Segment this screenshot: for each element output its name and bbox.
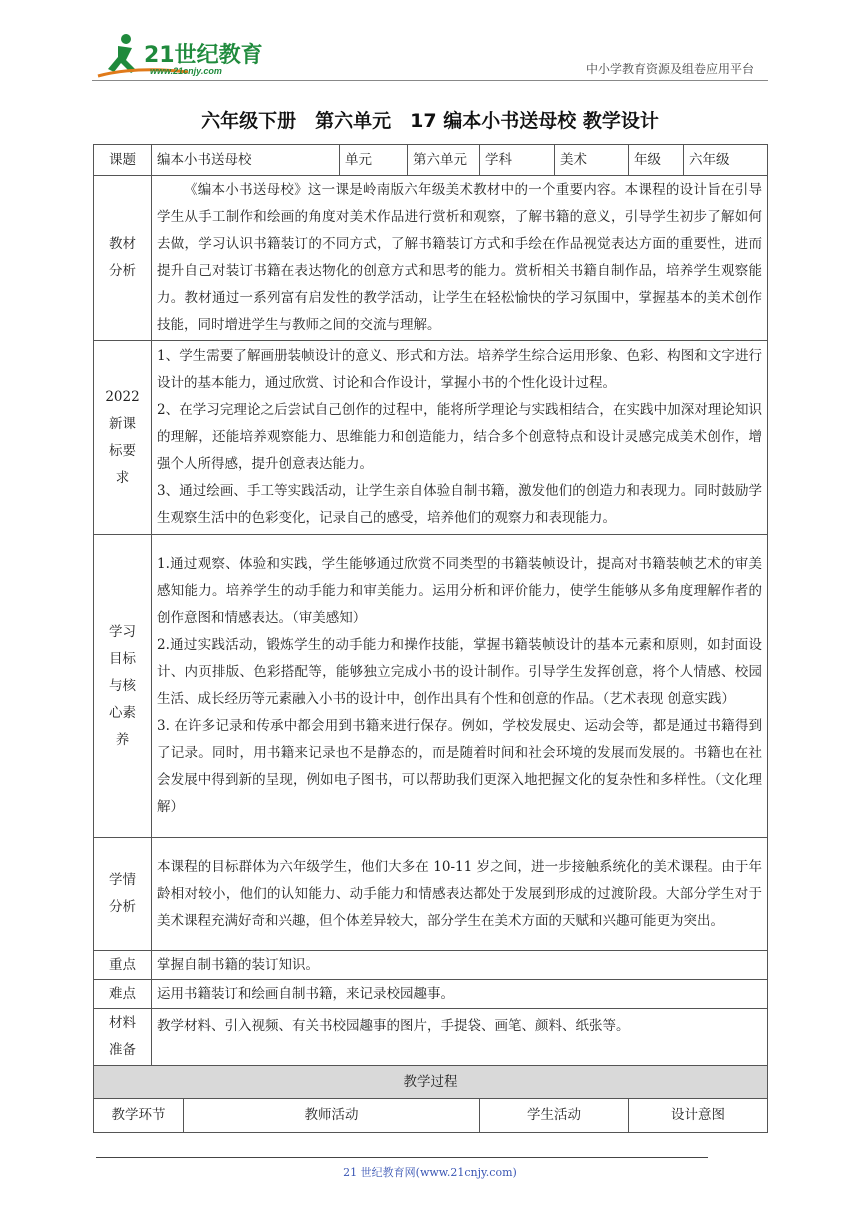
label-line: 材料 [109,1015,136,1031]
platform-name: 中小学教育资源及组卷应用平台 [585,62,754,76]
standards-row [94,341,768,535]
paragraph: 1、学生需要了解画册装帧设计的意义、形式和方法。培养学生综合运用形象、色彩、构图和文字进行设计的基本能力，通过欣赏、讨论和合作设计，掌握小书的个性化设计过程。 [157,348,762,391]
key-point-row [94,951,768,980]
paragraph: 《编本小书送母校》这一课是岭南版六年级美术教材中的一个重要内容。本课程的设计旨在引导学生从手工制作和绘画的角度对美术作品进行赏析和观察，了解书籍的意义，引导学生初步了解如何去做，学习认识书籍装订的不同方式，了解书籍装订方式和手绘在作品视觉表达方面的重要性，进而提升自己对装订书籍在表达物化的创意方式和思考的能力。赏析相关书籍自制作品，培养学生观察能力。教材通过一系列富有启发性的教学活动，让学生在轻松愉快的学习氛围中，掌握基本的美术创作技能，同时增进学生与教师之间的交流与理解。 [157,182,762,333]
process-title: 教学过程 [94,1066,768,1099]
label-line: 分析 [109,899,136,915]
label-line: 标要 [109,442,136,459]
learners-label [94,838,152,951]
process-header-row [94,1099,768,1133]
label-line: 新课 [109,415,136,432]
subject-label: 学科 [480,145,555,176]
col-intent: 设计意图 [629,1099,768,1133]
label-line: 2022 [105,388,140,405]
header-divider [92,80,768,81]
material-analysis-text [152,176,768,341]
objectives-text [152,535,768,838]
col-stage: 教学环节 [94,1099,184,1133]
label-line: 目标 [109,650,136,667]
paragraph: 本课程的目标群体为六年级学生，他们大多在 10-11 岁之间，进一步接触系统化的美术课程。由于年龄相对较小，他们的认知能力、动手能力和情感表达都处于发展到形成的过渡阶段。大部分学生对于美术课程充满好奇和兴趣，但个体差异较大，部分学生在美术方面的天赋和兴趣可能更为突出。 [157,858,762,929]
key-point-label: 重点 [94,951,152,980]
materials-text: 教学材料、引入视频、有关书校园趣事的图片，手提袋、画笔、颜料、纸张等。 [152,1009,768,1066]
difficulty-row [94,980,768,1009]
page-title: 六年级下册 第六单元 17 编本小书送母校 教学设计 [201,110,659,132]
logo-url: www.21cnjy.com [150,66,222,76]
lesson-plan-table [93,144,768,1133]
objectives-row [94,535,768,838]
difficulty-label: 难点 [94,980,152,1009]
col-student: 学生活动 [480,1099,629,1133]
label-line: 与核 [109,677,136,694]
label-line: 学习 [109,623,136,640]
topic-label: 课题 [94,145,152,176]
grade-value: 六年级 [684,145,768,176]
key-point-text: 掌握自制书籍的装订知识。 [152,951,768,980]
footer-divider [96,1157,708,1158]
col-teacher: 教师活动 [184,1099,480,1133]
materials-row [94,1009,768,1066]
process-title-row [94,1066,768,1099]
difficulty-text: 运用书籍装订和绘画自制书籍，来记录校园趣事。 [152,980,768,1009]
topic-value: 编本小书送母校 [152,145,340,176]
logo-text: 21世纪教育 [144,43,263,68]
unit-label: 单元 [340,145,408,176]
label-line: 养 [115,731,130,748]
label-line: 教材 [109,236,136,252]
label-line: 心素 [109,704,136,721]
subject-value: 美术 [555,145,629,176]
unit-value: 第六单元 [408,145,480,176]
paragraph: 1.通过观察、体验和实践，学生能够通过欣赏不同类型的书籍装帧设计，提高对书籍装帧艺术的审美感知能力。培养学生的动手能力和审美能力。运用分析和评价能力，使学生能够从多角度理解作者的创作意图和情感表达。（审美感知） [157,556,762,626]
footer-text: 21 世纪教育网(www.21cnjy.com) [343,1166,517,1179]
label-line: 学情 [109,872,136,888]
objectives-label [94,535,152,838]
paragraph: 3. 在许多记录和传承中都会用到书籍来进行保存。例如，学校发展史、运动会等，都是通过书籍得到了记录。同时，用书籍来记录也不是静态的，而是随着时间和社会环境的发展而发展的。书籍也在社会发展中得到新的呈现，例如电子图书，可以帮助我们更深入地把握文化的复杂性和多样性。（文化理解） [157,718,762,815]
info-row [94,145,768,176]
learners-text [152,838,768,951]
paragraph: 3、通过绘画、手工等实践活动，让学生亲自体验自制书籍，激发他们的创造力和表现力。同时鼓励学生观察生活中的色彩变化，记录自己的感受，培养他们的观察力和表现能力。 [157,483,762,526]
page-header [0,0,860,90]
label-line: 求 [115,469,130,486]
standards-text [152,341,768,535]
materials-label [94,1009,152,1066]
paragraph: 2、在学习完理论之后尝试自己创作的过程中，能将所学理论与实践相结合，在实践中加深对理论知识的理解，还能培养观察能力、思维能力和创造能力，结合多个创意特点和设计灵感完成美术创作，增强个人所得感，提升创意表达能力。 [157,402,762,472]
material-analysis-label [94,176,152,341]
learners-row [94,838,768,951]
label-line: 准备 [109,1042,136,1058]
material-analysis-row [94,176,768,341]
label-line: 分析 [109,263,136,279]
paragraph: 2.通过实践活动，锻炼学生的动手能力和操作技能，掌握书籍装帧设计的基本元素和原则，如封面设计、内页排版、色彩搭配等，能够独立完成小书的设计制作。引导学生发挥创意，将个人情感、校园生活、成长经历等元素融入小书的设计中，创作出具有个性和创意的作品。（艺术表现 创意实践） [157,637,762,707]
grade-label: 年级 [629,145,684,176]
standards-label [94,341,152,535]
